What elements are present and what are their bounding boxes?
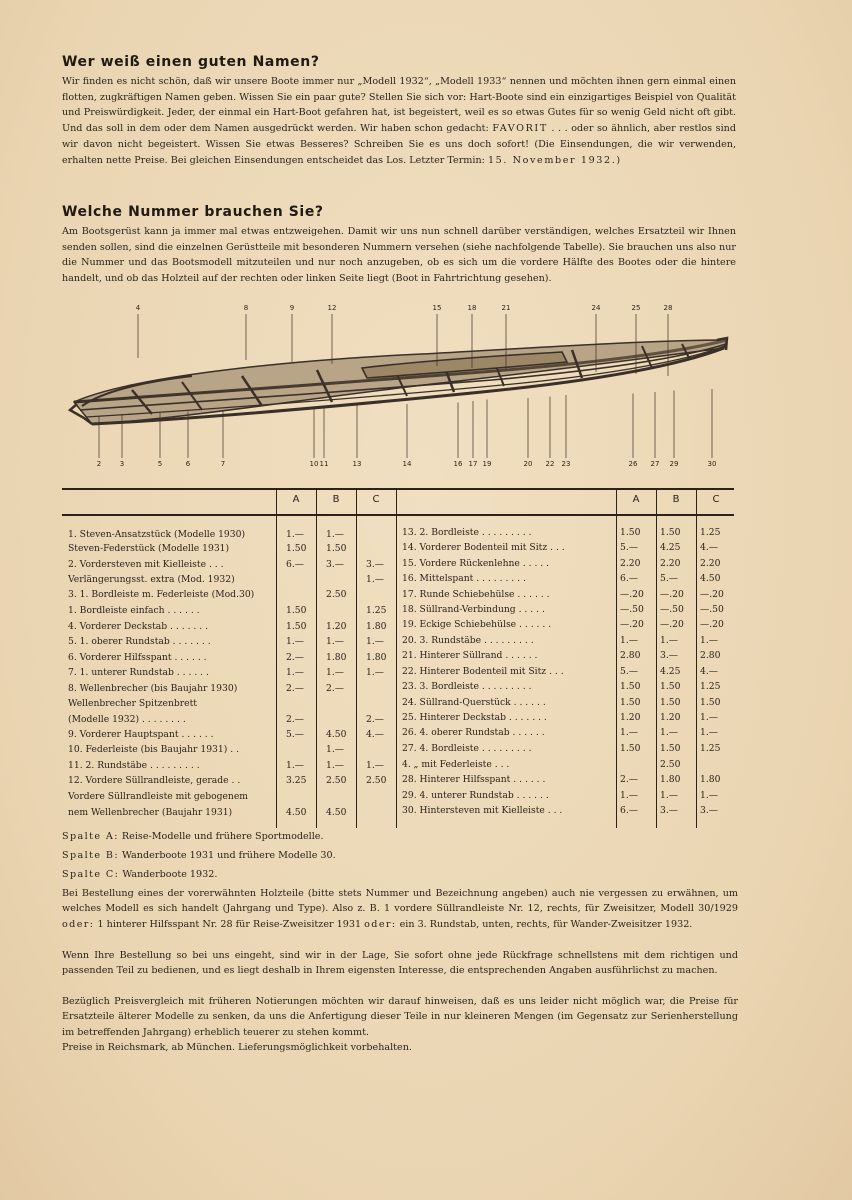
contest-text-a: Wir finden es nicht schön, daß wir unsere Boote immer nur „Modell 1932“, „Modell 1933“ nennen und möchten ihnen gern einmal einen flotten, zugkräftigen Namen geben. Wissen Sie ein paar gute? Stellen Sie sich vor: Hart-Boote sind ein einzigartiges Beispiel von Qualität und Preiswürdigkeit. Jeder, der einmal ein Hart-Boot gefahren hat, ist begeistert, weil es so etwas Gutes für so wenig Geld nicht oft gibt. Und das soll in dem oder dem Namen ausgedrückt werden. Wir haben schon gedacht:	[62, 76, 736, 135]
part-label: 16. Mittelspant . . . . . . . . .	[402, 573, 526, 584]
price-cell-a: 5.—	[620, 666, 638, 677]
table-row	[62, 697, 398, 711]
price-cell-a: 2.—	[620, 774, 638, 785]
price-cell-a: —.20	[620, 589, 644, 600]
price-cell-b: 1.20	[326, 621, 347, 632]
table-row	[396, 789, 734, 803]
price-cell-b: 1.—	[326, 667, 344, 678]
diagram-part-number: 3	[119, 460, 125, 468]
table-row	[62, 790, 398, 804]
section-heading-name-contest: Wer weiß einen guten Namen?	[62, 54, 320, 70]
part-label: Wellenbrecher Spitzenbrett	[68, 698, 197, 709]
price-cell-a: 1.—	[286, 529, 304, 540]
part-label: Vordere Süllrandleiste mit gebogenem	[68, 791, 248, 802]
table-row	[62, 558, 398, 572]
price-cell-b: 1.—	[326, 760, 344, 771]
diagram-part-number: 10	[309, 460, 319, 468]
legend-a	[62, 829, 738, 844]
diagram-top-labels	[136, 304, 673, 312]
part-label: (Modelle 1932) . . . . . . . .	[68, 714, 186, 725]
part-label: 24. Süllrand-Querstück . . . . . .	[402, 697, 546, 708]
diagram-part-number: 23	[561, 460, 571, 468]
table-row	[396, 711, 734, 725]
table-row	[396, 634, 734, 648]
price-cell-b: 4.50	[326, 807, 347, 818]
price-cell-a: 1.50	[286, 605, 307, 616]
legend-b	[62, 848, 738, 863]
table-row	[396, 804, 734, 818]
price-cell-b: 1.—	[660, 790, 678, 801]
contest-text-c: )	[616, 154, 621, 166]
price-cell-b: 4.50	[326, 729, 347, 740]
part-label: nem Wellenbrecher (Baujahr 1931)	[68, 807, 233, 818]
diagram-part-number: 12	[327, 304, 337, 312]
price-cell-b: 4.25	[660, 666, 681, 677]
price-cell-c: 1.—	[366, 667, 384, 678]
part-label: 25. Hinterer Deckstab . . . . . . .	[402, 712, 547, 723]
table-row	[62, 728, 398, 742]
diagram-part-number: 15	[432, 304, 442, 312]
price-cell-a: 1.50	[620, 527, 641, 538]
contest-favorit: FAVORIT	[492, 123, 548, 135]
part-label: 22. Hinterer Bodenteil mit Sitz . . .	[402, 666, 564, 677]
price-cell-a: 1.50	[286, 543, 307, 554]
price-cell-b: 3.—	[660, 650, 678, 661]
price-cell-a: 4.50	[286, 807, 307, 818]
diagram-part-number: 17	[468, 460, 478, 468]
diagram-part-number: 11	[319, 460, 329, 468]
part-label: 3. 1. Bordleiste m. Federleiste (Mod.30)	[68, 589, 255, 600]
table-row	[62, 651, 398, 665]
price-cell-c: 1.—	[366, 574, 384, 585]
price-cell-b: 1.80	[660, 774, 681, 785]
part-label: 5. 1. oberer Rundstab . . . . . . .	[68, 636, 211, 647]
price-cell-a: 1.—	[286, 636, 304, 647]
table-row	[396, 603, 734, 617]
price-cell-b: 3.—	[326, 559, 344, 570]
diagram-part-number: 27	[650, 460, 660, 468]
table-row	[62, 620, 398, 634]
order-text-a: Bei Bestellung eines der vorerwähnten Holzteile (bitte stets Nummer und Bezeichnung angeben) auch nie vergessen zu erwähnen, um welches Modell es sich handelt (Jahrgang und Type). Also z. B. 1 vordere Süllrandleiste Nr. 12, rechts, für Zweisitzer, Modell 30/1929	[62, 888, 738, 915]
price-cell-c: —.20	[700, 619, 724, 630]
order-oder-1: oder:	[62, 918, 95, 930]
diagram-part-number: 6	[185, 460, 191, 468]
part-label: 6. Vorderer Hilfsspant . . . . . .	[68, 652, 207, 663]
price-cell-b: 1.80	[326, 652, 347, 663]
table-row	[396, 526, 734, 540]
service-paragraph: Wenn Ihre Bestellung so bei uns eingeht, sind wir in der Lage, Sie sofort ohne jede Rückfrage schnellstens mit dem richtigen und passenden Teil zu bedienen, und es liegt deshalb in Ihrem eigensten Interesse, die entsprechenden Angaben ausführlichst zu machen.	[62, 950, 738, 977]
price-cell-a: 2.—	[286, 683, 304, 694]
price-cell-c: 1.25	[700, 681, 721, 692]
part-label: 18. Süllrand-Verbindung . . . . .	[402, 604, 545, 615]
price-cell-a: 2.—	[286, 714, 304, 725]
col-head-c-left: C	[372, 494, 380, 505]
part-label: Steven-Federstück (Modelle 1931)	[68, 543, 230, 554]
price-cell-a: 2.20	[620, 558, 641, 569]
table-row	[62, 759, 398, 773]
price-cell-c: 1.—	[700, 635, 718, 646]
part-label: 8. Wellenbrecher (bis Baujahr 1930)	[68, 683, 238, 694]
price-cell-b: 1.—	[660, 727, 678, 738]
price-cell-a: 1.—	[620, 727, 638, 738]
diagram-part-number: 7	[220, 460, 226, 468]
table-row	[396, 618, 734, 632]
part-label: 26. 4. oberer Rundstab . . . . . .	[402, 727, 545, 738]
table-row	[396, 696, 734, 710]
diagram-part-number: 14	[402, 460, 412, 468]
table-header-rule	[62, 514, 734, 516]
part-label: 15. Vordere Rückenlehne . . . . .	[402, 558, 550, 569]
table-row	[62, 542, 398, 556]
table-row	[396, 726, 734, 740]
table-row	[396, 588, 734, 602]
table-top-rule	[62, 488, 734, 490]
part-label: 23. 3. Bordleiste . . . . . . . . .	[402, 681, 532, 692]
col-head-a-right: A	[632, 494, 640, 505]
price-cell-c: 1.—	[366, 636, 384, 647]
price-cell-a: 6.—	[620, 805, 638, 816]
order-oder-2: oder:	[364, 918, 397, 930]
price-cell-c: 4.50	[700, 573, 721, 584]
table-row	[396, 742, 734, 756]
price-cell-a: 1.50	[620, 697, 641, 708]
diagram-part-number: 20	[523, 460, 533, 468]
part-label: 11. 2. Rundstäbe . . . . . . . . .	[68, 760, 200, 771]
diagram-part-number: 22	[545, 460, 555, 468]
price-cell-b: 1.20	[660, 712, 681, 723]
price-cell-a: —.50	[620, 604, 644, 615]
price-cell-c: 1.80	[700, 774, 721, 785]
table-row	[396, 665, 734, 679]
diagram-part-number: 24	[591, 304, 601, 312]
price-cell-c: 1.25	[366, 605, 387, 616]
price-cell-b: 2.50	[660, 759, 681, 770]
price-cell-b: 1.—	[326, 529, 344, 540]
price-cell-b: —.20	[660, 589, 684, 600]
currency-note: Preise in Reichsmark, ab München. Lieferungsmöglichkeit vorbehalten.	[62, 1042, 412, 1053]
diagram-part-number: 16	[453, 460, 463, 468]
price-cell-b: 2.20	[660, 558, 681, 569]
price-cell-c: 2.20	[700, 558, 721, 569]
contest-deadline: 15. November 1932.	[487, 154, 617, 166]
price-cell-c: 1.50	[700, 697, 721, 708]
legend-b-key: Spalte B:	[62, 850, 119, 861]
diagram-part-number: 28	[663, 304, 673, 312]
diagram-part-number: 18	[467, 304, 477, 312]
table-row	[62, 743, 398, 757]
diagram-part-number: 30	[707, 460, 717, 468]
price-cell-c: 2.—	[366, 714, 384, 725]
price-cell-a: 5.—	[620, 542, 638, 553]
order-instructions	[62, 886, 738, 932]
part-label: 1. Steven-Ansatzstück (Modelle 1930)	[68, 529, 246, 540]
part-label: 30. Hintersteven mit Kielleiste . . .	[402, 805, 563, 816]
price-comparison-paragraph: Bezüglich Preisvergleich mit früheren Notierungen möchten wir darauf hinweisen, daß es uns leider nicht möglich war, die Preise für Ersatzteile älterer Modelle zu senken, da uns die Anfertigung dieser Teile in nur kleineren Mengen (im Gegensatz zur Serienherstellung im betreffenden Jahrgang) erheblich teuerer zu stehen kommt.	[62, 996, 738, 1038]
part-label: 19. Eckige Schiebehülse . . . . . .	[402, 619, 552, 630]
price-cell-c: 1.25	[700, 527, 721, 538]
table-row	[62, 774, 398, 788]
part-label: 27. 4. Bordleiste . . . . . . . . .	[402, 743, 532, 754]
price-cell-a: 5.—	[286, 729, 304, 740]
price-cell-c: 1.—	[366, 760, 384, 771]
price-cell-a: 1.50	[620, 681, 641, 692]
price-cell-c: 3.—	[700, 805, 718, 816]
boat-frame-diagram	[62, 298, 738, 474]
diagram-part-number: 19	[482, 460, 492, 468]
table-row	[62, 806, 398, 820]
price-cell-b: 1.—	[326, 744, 344, 755]
price-cell-c: 2.50	[366, 775, 387, 786]
part-label: 12. Vordere Süllrandleiste, gerade . .	[68, 775, 241, 786]
price-cell-b: 2.50	[326, 589, 347, 600]
price-cell-c: 1.—	[700, 790, 718, 801]
boat-frame-illustration	[70, 338, 727, 424]
price-cell-a: 2.—	[286, 652, 304, 663]
legend-a-text: Reise-Modelle und frühere Sportmodelle.	[121, 831, 324, 842]
price-cell-a: 1.—	[286, 667, 304, 678]
part-label: 20. 3. Rundstäbe . . . . . . . . .	[402, 635, 534, 646]
diagram-part-number: 2	[96, 460, 102, 468]
price-cell-a: 6.—	[620, 573, 638, 584]
diagram-part-number: 26	[628, 460, 638, 468]
price-cell-c: 1.25	[700, 743, 721, 754]
part-label: 2. Vordersteven mit Kielleiste . . .	[68, 559, 224, 570]
section-heading-part-numbers: Welche Nummer brauchen Sie?	[62, 204, 324, 220]
price-cell-b: 5.—	[660, 573, 678, 584]
price-cell-a: 1.50	[620, 743, 641, 754]
part-label: 14. Vorderer Bodenteil mit Sitz . . .	[402, 542, 565, 553]
part-label: Verlängerungsst. extra (Mod. 1932)	[68, 574, 235, 585]
diagram-part-number: 9	[289, 304, 295, 312]
price-cell-c: 1.—	[700, 712, 718, 723]
price-cell-b: 1.50	[660, 697, 681, 708]
price-cell-a: 3.25	[286, 775, 307, 786]
table-row	[396, 773, 734, 787]
price-cell-b: 1.50	[660, 743, 681, 754]
price-cell-a: —.20	[620, 619, 644, 630]
col-head-b-right: B	[672, 494, 680, 505]
part-label: 9. Vorderer Hauptspant . . . . . .	[68, 729, 214, 740]
part-label: 1. Bordleiste einfach . . . . . .	[68, 605, 200, 616]
price-cell-c: 2.80	[700, 650, 721, 661]
price-cell-a: 6.—	[286, 559, 304, 570]
price-cell-a: 1.—	[620, 635, 638, 646]
price-cell-b: —.50	[660, 604, 684, 615]
table-row	[396, 572, 734, 586]
diagram-part-number: 25	[631, 304, 641, 312]
table-row	[396, 541, 734, 555]
table-row	[62, 573, 398, 587]
price-cell-a: 1.—	[620, 790, 638, 801]
table-row	[396, 557, 734, 571]
price-cell-c: 1.—	[700, 727, 718, 738]
price-cell-c: 1.80	[366, 652, 387, 663]
diagram-bottom-labels	[97, 460, 717, 468]
name-contest-paragraph	[62, 74, 736, 168]
price-cell-b: 2.—	[326, 683, 344, 694]
price-cell-c: 3.—	[366, 559, 384, 570]
diagram-part-number: 5	[157, 460, 163, 468]
price-cell-b: 1.50	[660, 681, 681, 692]
col-head-a-left: A	[292, 494, 300, 505]
part-label: 29. 4. unterer Rundstab . . . . . .	[402, 790, 549, 801]
table-row	[62, 604, 398, 618]
price-cell-c: —.50	[700, 604, 724, 615]
part-label: 17. Runde Schiebehülse . . . . . .	[402, 589, 550, 600]
table-row	[62, 713, 398, 727]
price-cell-a: 1.50	[286, 621, 307, 632]
part-label: 7. 1. unterer Rundstab . . . . . .	[68, 667, 209, 678]
price-cell-b: 2.50	[326, 775, 347, 786]
table-row	[62, 528, 398, 542]
legend-c-key: Spalte C:	[62, 869, 120, 880]
table-row	[62, 588, 398, 602]
table-row	[396, 649, 734, 663]
diagram-part-number: 13	[352, 460, 362, 468]
price-cell-c: 4.—	[366, 729, 384, 740]
part-label: 13. 2. Bordleiste . . . . . . . . .	[402, 527, 532, 538]
price-cell-b: 1.—	[326, 636, 344, 647]
price-cell-c: 4.—	[700, 542, 718, 553]
table-row	[396, 758, 734, 772]
part-label: 10. Federleiste (bis Baujahr 1931) . .	[68, 744, 240, 755]
parts-price-table	[62, 488, 734, 828]
part-label: 28. Hinterer Hilfsspant . . . . . .	[402, 774, 546, 785]
col-head-b-left: B	[332, 494, 340, 505]
part-label: 4. „ mit Federleiste . . .	[402, 759, 510, 770]
legend-a-key: Spalte A:	[62, 831, 119, 842]
price-cell-b: 3.—	[660, 805, 678, 816]
legend-c	[62, 867, 738, 882]
price-cell-c: 1.80	[366, 621, 387, 632]
legend-c-text: Wanderboote 1932.	[122, 869, 218, 880]
price-cell-c: 4.—	[700, 666, 718, 677]
diagram-part-number: 29	[669, 460, 679, 468]
order-text-b: 1 hinterer Hilfsspant Nr. 28 für Reise-Zweisitzer 1931	[97, 918, 362, 930]
part-label: 21. Hinterer Süllrand . . . . . .	[402, 650, 538, 661]
table-row	[62, 682, 398, 696]
price-cell-b: 4.25	[660, 542, 681, 553]
price-cell-b: 1.50	[326, 543, 347, 554]
price-cell-c: —.20	[700, 589, 724, 600]
diagram-part-number: 21	[501, 304, 511, 312]
contest-text-b: . . . oder so ähnlich, aber restlos sind wir davon nicht begeistert. Wissen Sie etwas Besseres? Schreiben Sie es uns doch sofort! (Die Einsendungen, die wir verwenden, erhalten nette Preise. Bei gleichen Einsendungen entscheidet das Los. Letzter Termin:	[62, 123, 736, 166]
part-numbers-paragraph: Am Bootsgerüst kann ja immer mal etwas entzweigehen. Damit wir uns nun schnell darüber verständigen, welches Ersatzteil wir Ihnen senden sollen, sind die einzelnen Gerüstteile mit besonderen Nummern versehen (siehe nachfolgende Tabelle). Sie brauchen uns also nur die Nummer und das Bootsmodell mitzuteilen und nur noch anzugeben, ob es sich um die vordere Hälfte des Bootes oder die hintere handelt, und ob das Holzteil auf der rechten oder linken Seite liegt (Boot in Fahrtrichtung gesehen).	[62, 226, 736, 285]
diagram-part-number: 8	[243, 304, 249, 312]
col-head-c-right: C	[712, 494, 720, 505]
table-row	[62, 666, 398, 680]
legend-b-text: Wanderboote 1931 und frühere Modelle 30.	[122, 850, 336, 861]
table-row	[396, 680, 734, 694]
order-text-c: ein 3. Rundstab, unten, rechts, für Wander-Zweisitzer 1932.	[399, 918, 693, 930]
price-cell-b: —.20	[660, 619, 684, 630]
part-label: 4. Vorderer Deckstab . . . . . . .	[68, 621, 209, 632]
table-row	[62, 635, 398, 649]
price-cell-a: 1.—	[286, 760, 304, 771]
price-cell-a: 2.80	[620, 650, 641, 661]
price-cell-a: 1.20	[620, 712, 641, 723]
diagram-part-number: 4	[135, 304, 141, 312]
price-cell-b: 1.50	[660, 527, 681, 538]
price-cell-b: 1.—	[660, 635, 678, 646]
